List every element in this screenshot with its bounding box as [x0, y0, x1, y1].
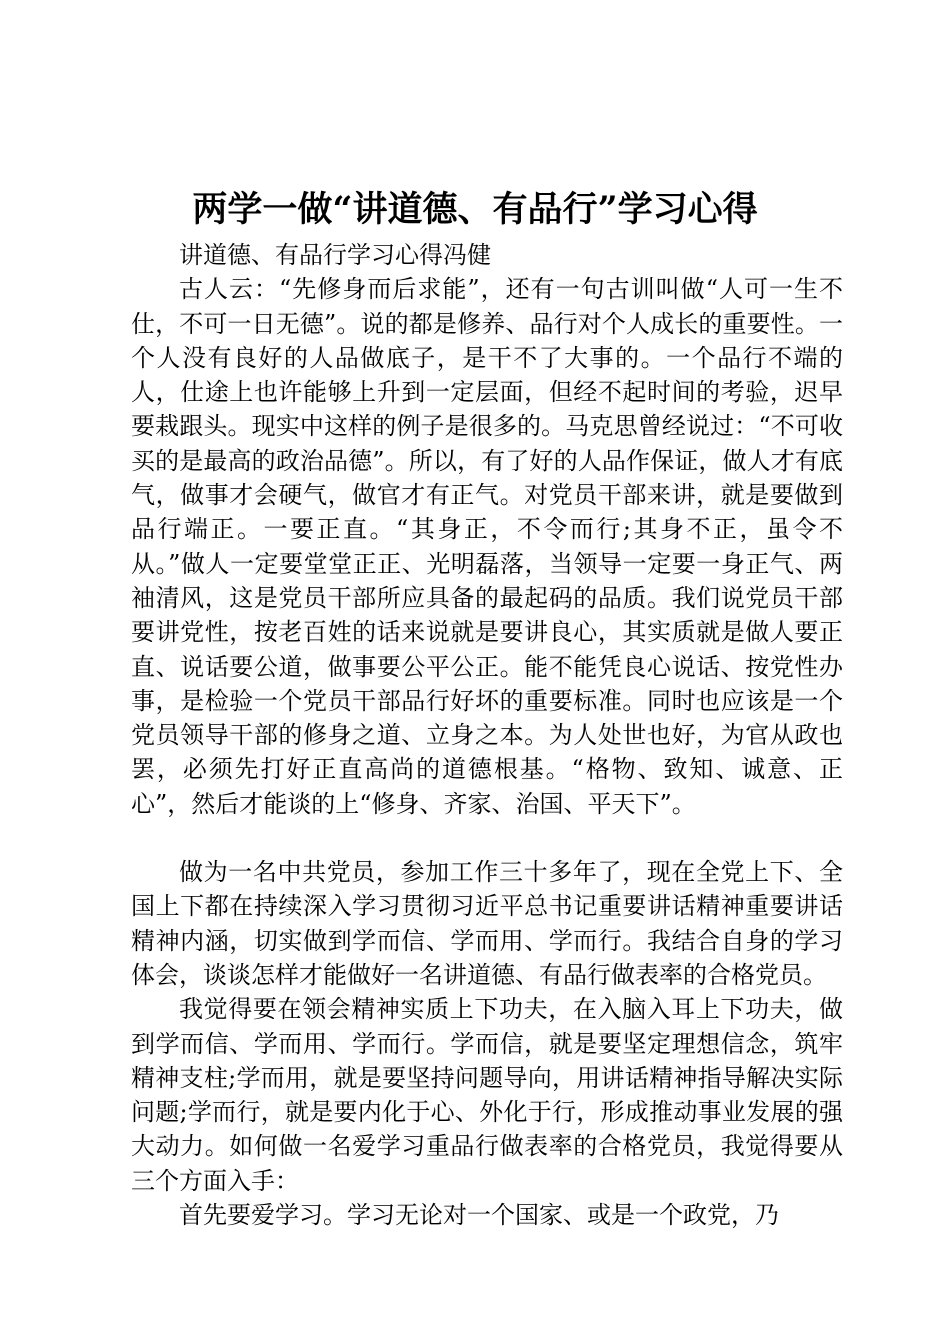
- body-paragraph: 古人云：“先修身而后求能”，还有一句古训叫做“人可一生不仕，不可一日无德”。说的都是修养、品行对个人成长的重要性。一个人没有良好的人品做底子，是干不了大事的。一个品行不端的人，仕途上也许能够上升到一定层面，但经不起时间的考验，迟早要栽跟头。现实中这样的例子是很多的。马克思曾经说过：“不可收买的是最高的政治品德”。所以，有了好的人品作保证，做人才有底气，做事才会硬气，做官才有正气。对党员干部来讲，就是要做到品行端正。一要正直。“其身正，不令而行;其身不正，虽令不从。”做人一定要堂堂正正、光明磊落，当领导一定要一身正气、两袖清风，这是党员干部所应具备的最起码的品质。我们说党员干部要讲党性，按老百姓的话来说就是要讲良心，其实质就是做人要正直、说话要公道，做事要公平公正。能不能凭良心说话、按党性办事，是检验一个党员干部品行好坏的重要标准。同时也应该是一个党员领导干部的修身之道、立身之本。为人处世也好，为官从政也罢，必须先打好正直高尚的道德根基。“格物、致知、诚意、正心”，然后才能谈的上“修身、齐家、治国、平天下”。: [131, 275, 843, 818]
- document-body: [131, 238, 843, 1232]
- document-title: 两学一做“讲道德、有品行”学习心得: [192, 189, 758, 230]
- body-paragraph: 我觉得要在领会精神实质上下功夫，在入脑入耳上下功夫，做到学而信、学而用、学而行。学而信，就是要坚定理想信念，筑牢精神支柱;学而用，就是要坚持问题导向，用讲话精神指导解决实际问题;学而行，就是要内化于心、外化于行，形成推动事业发展的强大动力。如何做一名爱学习重品行做表率的合格党员，我觉得要从三个方面入手：: [131, 995, 843, 1195]
- body-paragraph: 做为一名中共党员，参加工作三十多年了，现在全党上下、全国上下都在持续深入学习贯彻习近平总书记重要讲话精神重要讲话精神内涵，切实做到学而信、学而用、学而行。我结合自身的学习体会，谈谈怎样才能做好一名讲道德、有品行做表率的合格党员。: [131, 858, 843, 989]
- subtitle-paragraph: 讲道德、有品行学习心得冯健: [179, 241, 491, 269]
- body-paragraph: 首先要爱学习。学习无论对一个国家、或是一个政党，乃: [179, 1201, 779, 1230]
